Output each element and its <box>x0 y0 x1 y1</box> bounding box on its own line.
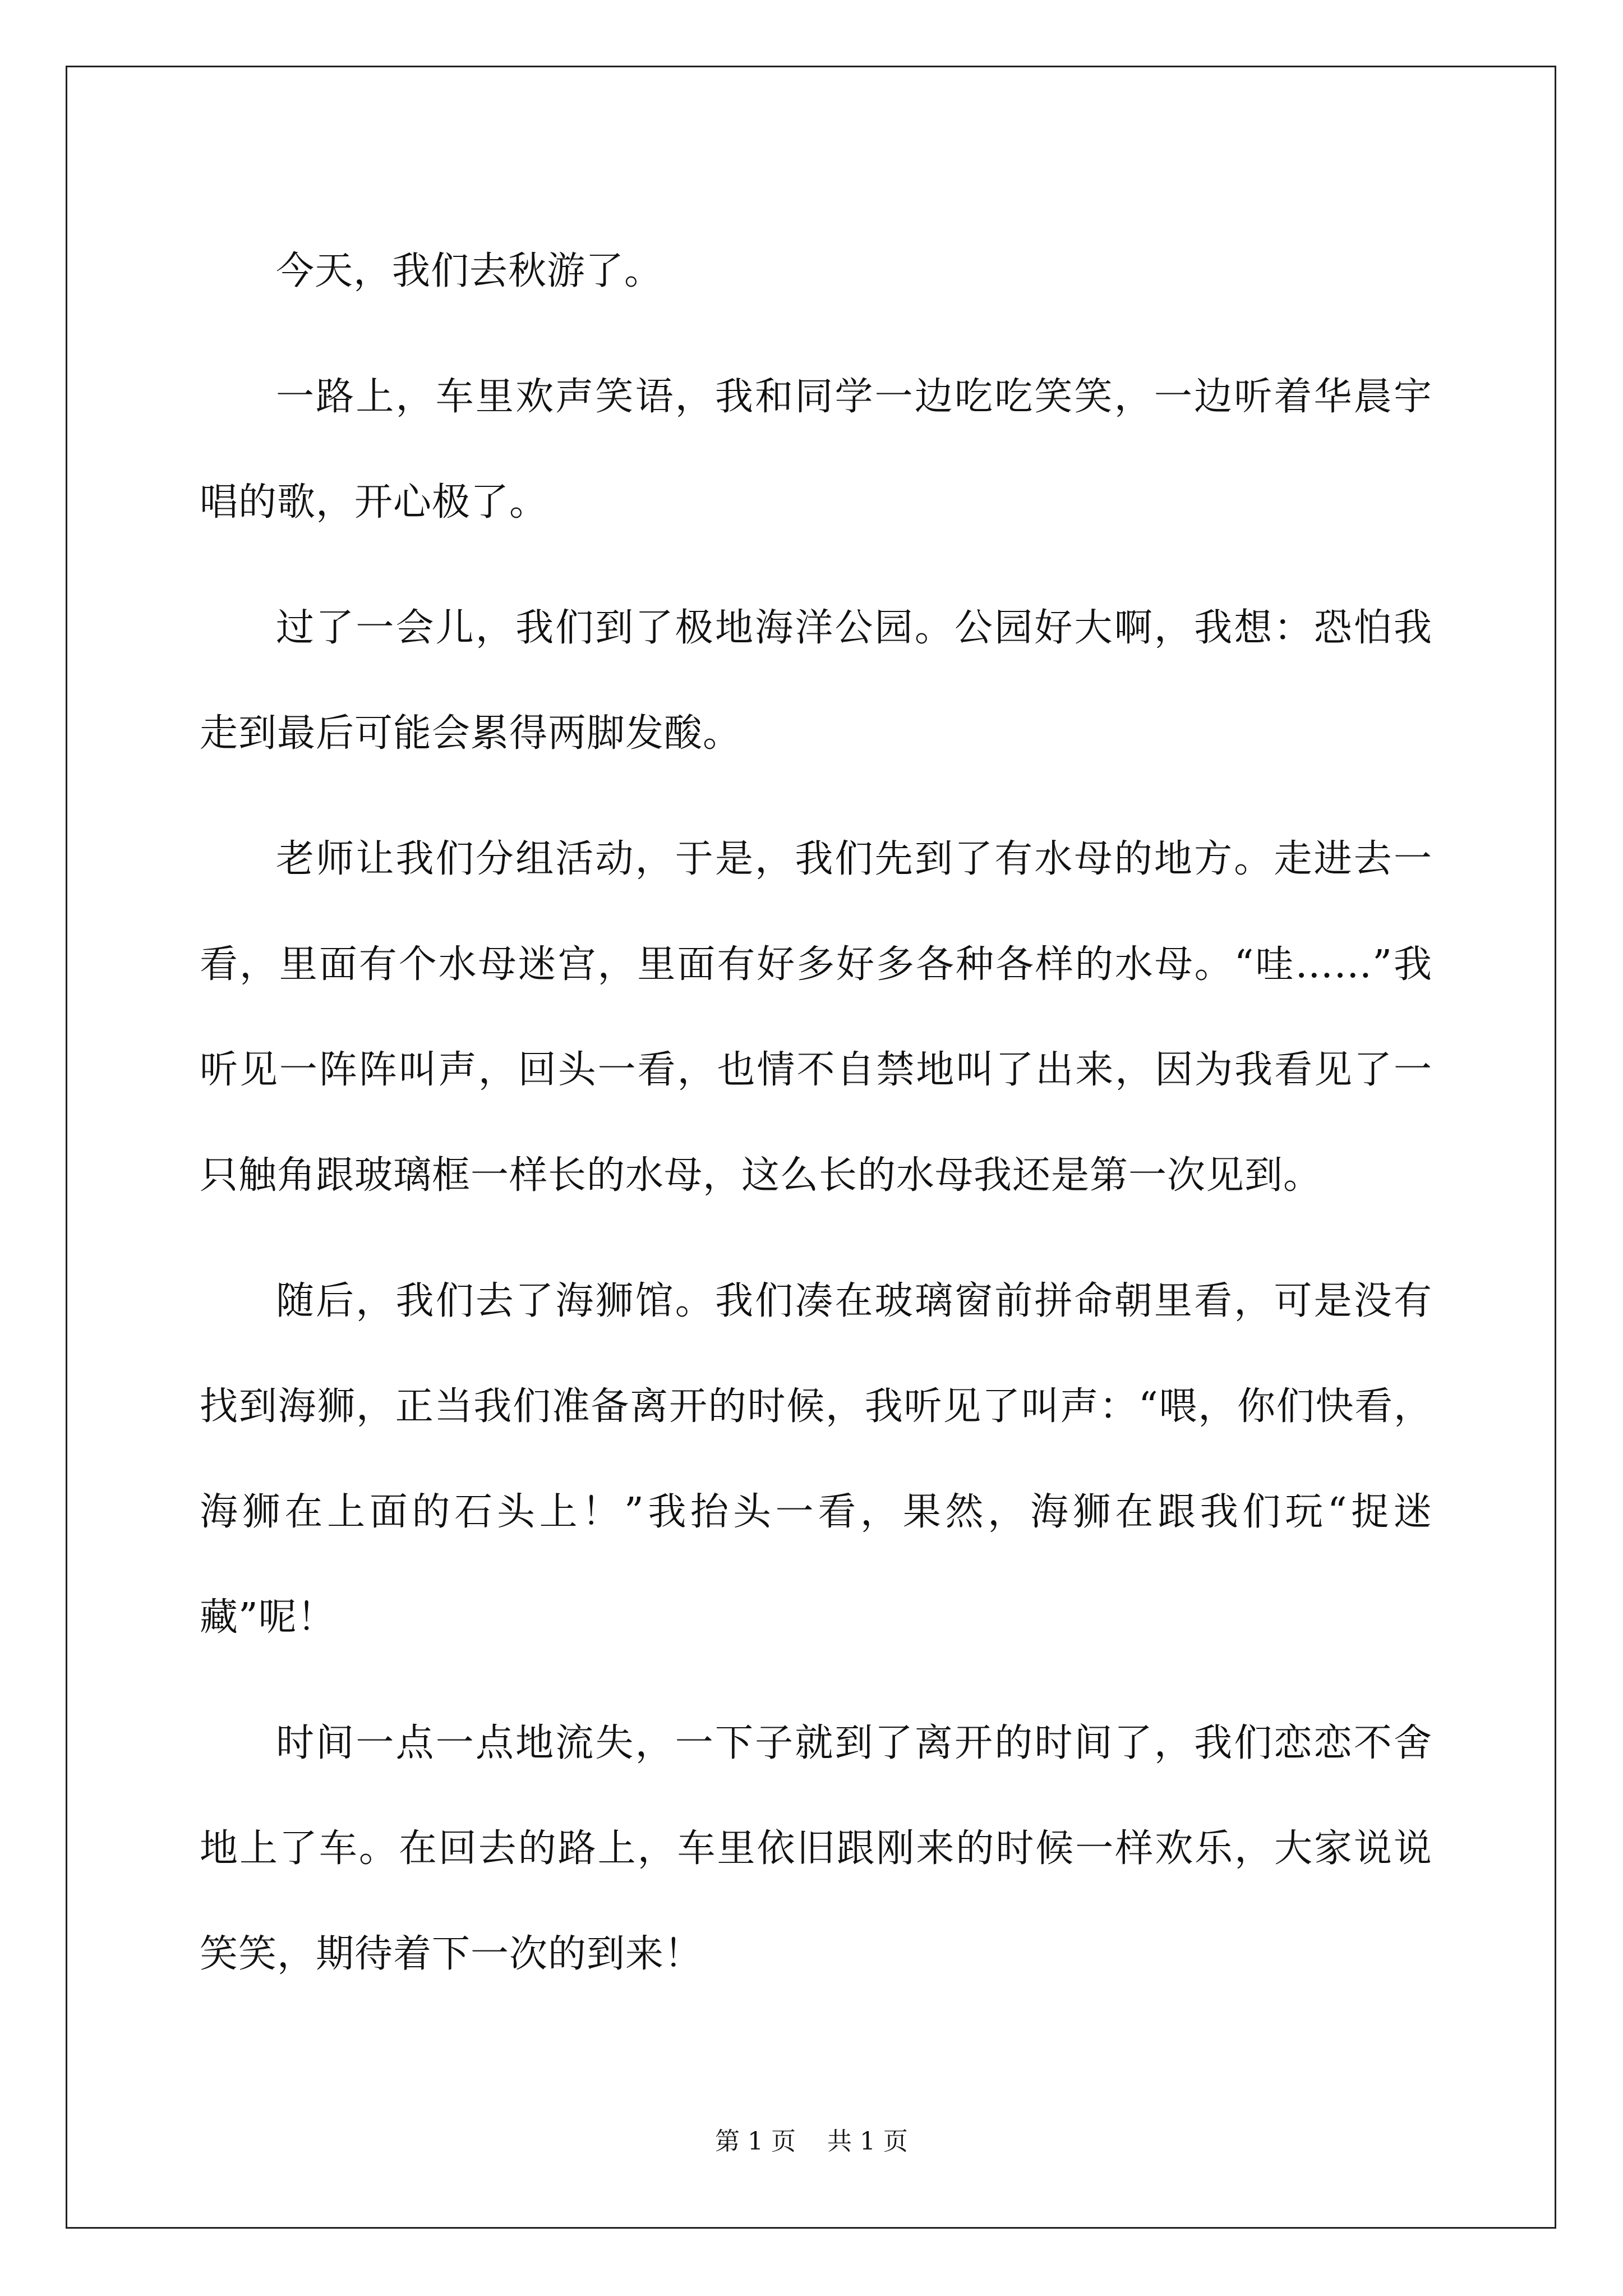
paragraph: 老师让我们分组活动，于是，我们先到了有水母的地方。走进去一看，里面有个水母迷宫，里面有好多好多各种各样的水母。“哇……”我听见一阵阵叫声，回头一看，也情不自禁地叫了出来，因为我看见了一只触角跟玻璃框一样长的水母，这么长的水母我还是第一次见到。 <box>200 837 1432 1198</box>
paragraph: 过了一会儿，我们到了极地海洋公园。公园好大啊，我想：恐怕我走到最后可能会累得两脚发酸。 <box>200 606 1432 756</box>
document-body <box>200 219 1432 2027</box>
paragraph: 随后，我们去了海狮馆。我们凑在玻璃窗前拼命朝里看，可是没有找到海狮，正当我们准备离开的时候，我听见了叫声：“喂，你们快看，海狮在上面的石头上！”我抬头一看，果然，海狮在跟我们玩“捉迷藏”呢！ <box>200 1279 1432 1640</box>
paragraph: 时间一点一点地流失，一下子就到了离开的时间了，我们恋恋不舍地上了车。在回去的路上，车里依旧跟刚来的时候一样欢乐，大家说说笑笑，期待着下一次的到来！ <box>200 1721 1432 1976</box>
paragraph: 今天，我们去秋游了。 <box>276 249 663 293</box>
page-number-footer: 第 1 页 共 1 页 <box>715 2127 908 2156</box>
paragraph: 一路上，车里欢声笑语，我和同学一边吃吃笑笑，一边听着华晨宇唱的歌，开心极了。 <box>200 375 1432 524</box>
